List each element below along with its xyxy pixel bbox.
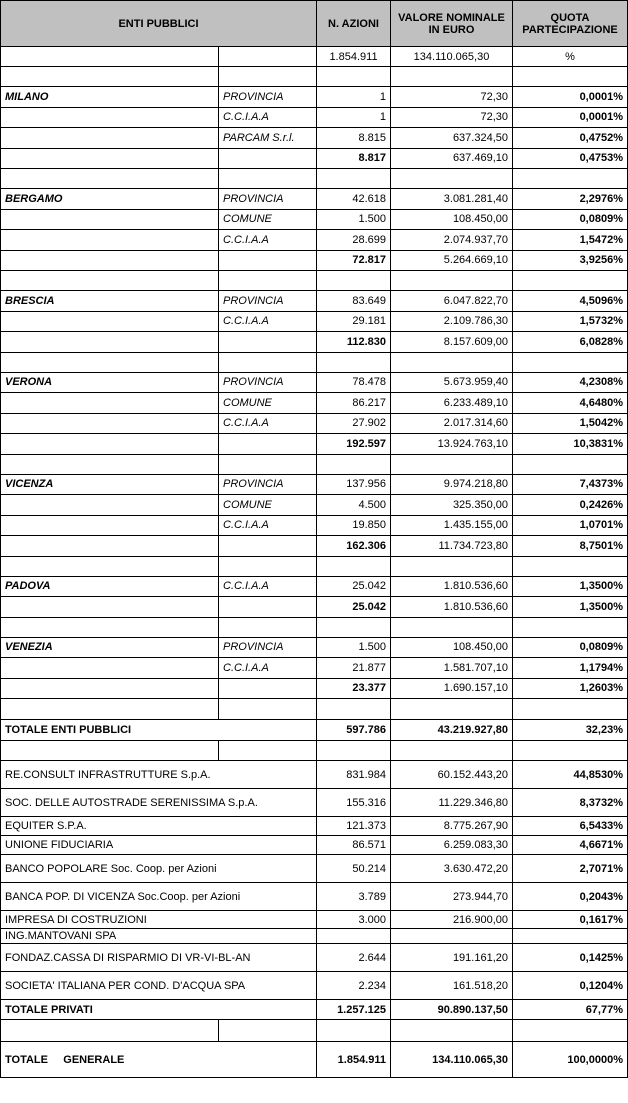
empty-cell: [317, 271, 391, 291]
empty-cell: [219, 617, 317, 637]
azioni-cell: 78.478: [317, 372, 391, 393]
privato-name: EQUITER S.P.A.: [1, 817, 317, 836]
empty-cell: [219, 741, 317, 761]
ente-cell: PARCAM S.r.l.: [219, 128, 317, 149]
ente-cell: C.C.I.A.A: [219, 515, 317, 536]
ente-cell: [219, 597, 317, 618]
totale-privati-row: [1, 1000, 628, 1020]
totale-enti-valore: 43.219.927,80: [391, 720, 513, 741]
spacer-row: [1, 67, 628, 87]
privato-quota: 2,7071%: [513, 855, 628, 883]
privato-azioni: 2.644: [317, 944, 391, 972]
privato-name: BANCO POPOLARE Soc. Coop. per Azioni: [1, 855, 317, 883]
valore-cell: 637.324,50: [391, 128, 513, 149]
empty-cell: [1, 352, 219, 372]
subtotal-row: [1, 536, 628, 557]
city-cell: BERGAMO: [1, 189, 219, 210]
totale-privati-label: TOTALE PRIVATI: [1, 1000, 317, 1020]
ente-cell: [219, 148, 317, 169]
valore-cell: 1.581.707,10: [391, 658, 513, 679]
city-cell: [1, 413, 219, 434]
ente-cell: C.C.I.A.A: [219, 230, 317, 251]
azioni-cell: 28.699: [317, 230, 391, 251]
empty-cell: [391, 454, 513, 474]
quota-cell: 1,3500%: [513, 597, 628, 618]
empty-cell: [219, 169, 317, 189]
table-body: [1, 1, 628, 1078]
empty-cell: [513, 699, 628, 720]
spacer-row: [1, 699, 628, 720]
quota-cell: 6,0828%: [513, 332, 628, 353]
quota-cell: 0,2426%: [513, 495, 628, 516]
totale-generale-valore: 134.110.065,30: [391, 1042, 513, 1078]
privato-azioni: 3.000: [317, 911, 391, 929]
table-row: [1, 495, 628, 516]
city-cell: [1, 209, 219, 230]
quota-cell: 1,2603%: [513, 678, 628, 699]
privati-row: [1, 929, 628, 944]
ente-cell: PROVINCIA: [219, 474, 317, 495]
city-cell: [1, 148, 219, 169]
table-row: [1, 413, 628, 434]
valore-cell: 5.264.669,10: [391, 250, 513, 271]
city-cell: [1, 311, 219, 332]
empty-cell: [391, 271, 513, 291]
totale-generale-label: TOTALE GENERALE: [1, 1042, 317, 1078]
subtotal-row: [1, 148, 628, 169]
quota-cell: 8,7501%: [513, 536, 628, 557]
privato-name: RE.CONSULT INFRASTRUTTURE S.p.A.: [1, 761, 317, 789]
summary-quota: %: [513, 47, 628, 67]
empty-cell: [513, 1020, 628, 1042]
empty-cell: [513, 271, 628, 291]
valore-cell: 11.734.723,80: [391, 536, 513, 557]
quota-cell: 10,3831%: [513, 434, 628, 455]
valore-cell: 108.450,00: [391, 637, 513, 658]
totale-generale-row: [1, 1042, 628, 1078]
header-azioni: N. AZIONI: [317, 1, 391, 47]
ente-cell: [219, 250, 317, 271]
spacer-row: [1, 271, 628, 291]
totale-enti-quota: 32,23%: [513, 720, 628, 741]
empty-cell: [317, 556, 391, 576]
empty-cell: [1, 454, 219, 474]
city-cell: [1, 495, 219, 516]
valore-cell: 72,30: [391, 107, 513, 128]
empty-cell: [317, 1020, 391, 1042]
header-enti: ENTI PUBBLICI: [1, 1, 317, 47]
empty-cell: [317, 454, 391, 474]
privato-azioni: [317, 929, 391, 944]
ente-cell: [219, 678, 317, 699]
valore-cell: 325.350,00: [391, 495, 513, 516]
empty-cell: [513, 352, 628, 372]
totale-generale-quota: 100,0000%: [513, 1042, 628, 1078]
ente-cell: COMUNE: [219, 495, 317, 516]
privato-valore: 8.775.267,90: [391, 817, 513, 836]
azioni-cell: 42.618: [317, 189, 391, 210]
ente-cell: COMUNE: [219, 209, 317, 230]
empty-cell: [1, 271, 219, 291]
quota-cell: 3,9256%: [513, 250, 628, 271]
totale-enti-row: [1, 720, 628, 741]
valore-cell: 3.081.281,40: [391, 189, 513, 210]
city-cell: [1, 597, 219, 618]
table-row: [1, 311, 628, 332]
header-valore: VALORE NOMINALE IN EURO: [391, 1, 513, 47]
privato-quota: 4,6671%: [513, 836, 628, 855]
subtotal-row: [1, 597, 628, 618]
privato-valore: 216.900,00: [391, 911, 513, 929]
ente-cell: PROVINCIA: [219, 87, 317, 108]
azioni-cell: 83.649: [317, 291, 391, 312]
empty-cell: [1, 1020, 219, 1042]
privato-name: SOCIETA' ITALIANA PER COND. D'ACQUA SPA: [1, 972, 317, 1000]
empty-cell: [391, 352, 513, 372]
privato-valore: 6.259.083,30: [391, 836, 513, 855]
ente-cell: C.C.I.A.A: [219, 107, 317, 128]
city-cell: [1, 107, 219, 128]
privato-valore: 11.229.346,80: [391, 789, 513, 817]
quota-cell: 0,0809%: [513, 209, 628, 230]
ente-cell: COMUNE: [219, 393, 317, 414]
empty-cell: [219, 699, 317, 720]
city-cell: PADOVA: [1, 576, 219, 597]
city-cell: VICENZA: [1, 474, 219, 495]
azioni-cell: 25.042: [317, 576, 391, 597]
empty-cell: [391, 1020, 513, 1042]
city-cell: [1, 230, 219, 251]
ente-cell: PROVINCIA: [219, 189, 317, 210]
privato-valore: 3.630.472,20: [391, 855, 513, 883]
ente-cell: C.C.I.A.A: [219, 658, 317, 679]
valore-cell: 1.435.155,00: [391, 515, 513, 536]
privati-row: [1, 944, 628, 972]
city-cell: BRESCIA: [1, 291, 219, 312]
table-row: [1, 209, 628, 230]
privato-azioni: 50.214: [317, 855, 391, 883]
empty-cell: [219, 556, 317, 576]
azioni-cell: 192.597: [317, 434, 391, 455]
empty-cell: [391, 699, 513, 720]
privato-quota: [513, 929, 628, 944]
privato-azioni: 155.316: [317, 789, 391, 817]
table-row: [1, 393, 628, 414]
city-cell: MILANO: [1, 87, 219, 108]
privati-row: [1, 911, 628, 929]
totale-privati-quota: 67,77%: [513, 1000, 628, 1020]
summary-valore: 134.110.065,30: [391, 47, 513, 67]
azioni-cell: 29.181: [317, 311, 391, 332]
quota-cell: 0,0001%: [513, 107, 628, 128]
privato-valore: [391, 929, 513, 944]
privato-quota: 8,3732%: [513, 789, 628, 817]
empty-cell: [219, 352, 317, 372]
spacer-row: [1, 169, 628, 189]
privato-azioni: 831.984: [317, 761, 391, 789]
ente-cell: C.C.I.A.A: [219, 311, 317, 332]
city-cell: [1, 332, 219, 353]
valore-cell: 8.157.609,00: [391, 332, 513, 353]
ente-cell: [219, 332, 317, 353]
azioni-cell: 72.817: [317, 250, 391, 271]
quota-cell: 0,0809%: [513, 637, 628, 658]
quota-cell: 4,6480%: [513, 393, 628, 414]
city-cell: [1, 678, 219, 699]
table-row: [1, 637, 628, 658]
privato-quota: 0,1425%: [513, 944, 628, 972]
totale-enti-azioni: 597.786: [317, 720, 391, 741]
spacer-row: [1, 617, 628, 637]
summary-azioni: 1.854.911: [317, 47, 391, 67]
quota-cell: 4,2308%: [513, 372, 628, 393]
city-cell: [1, 434, 219, 455]
privati-row: [1, 883, 628, 911]
city-cell: [1, 515, 219, 536]
spacer-row: [1, 352, 628, 372]
valore-cell: 2.074.937,70: [391, 230, 513, 251]
empty-cell: [219, 271, 317, 291]
privato-quota: 6,5433%: [513, 817, 628, 836]
spacer-row: [1, 1020, 628, 1042]
empty-cell: [1, 699, 219, 720]
valore-cell: 2.017.314,60: [391, 413, 513, 434]
empty-cell: [1, 741, 219, 761]
table-row: [1, 107, 628, 128]
empty-cell: [513, 617, 628, 637]
privati-row: [1, 855, 628, 883]
city-cell: VERONA: [1, 372, 219, 393]
privato-quota: 0,1617%: [513, 911, 628, 929]
table-row: [1, 291, 628, 312]
valore-cell: 5.673.959,40: [391, 372, 513, 393]
city-cell: [1, 250, 219, 271]
empty-cell: [1, 169, 219, 189]
header-quota: QUOTA PARTECIPAZIONE: [513, 1, 628, 47]
table-row: [1, 128, 628, 149]
azioni-cell: 27.902: [317, 413, 391, 434]
privato-quota: 44,8530%: [513, 761, 628, 789]
city-cell: [1, 536, 219, 557]
privati-row: [1, 817, 628, 836]
privato-azioni: 2.234: [317, 972, 391, 1000]
empty-cell: [1, 556, 219, 576]
privato-azioni: 3.789: [317, 883, 391, 911]
privato-valore: 60.152.443,20: [391, 761, 513, 789]
azioni-cell: 86.217: [317, 393, 391, 414]
privato-azioni: 86.571: [317, 836, 391, 855]
empty-cell: [317, 741, 391, 761]
azioni-cell: 137.956: [317, 474, 391, 495]
privati-row: [1, 972, 628, 1000]
azioni-cell: 112.830: [317, 332, 391, 353]
valore-cell: 108.450,00: [391, 209, 513, 230]
subtotal-row: [1, 678, 628, 699]
empty-cell: [513, 169, 628, 189]
table-row: [1, 515, 628, 536]
totale-generale-azioni: 1.854.911: [317, 1042, 391, 1078]
azioni-cell: 162.306: [317, 536, 391, 557]
summary-row: [1, 47, 628, 67]
spacer-row: [1, 454, 628, 474]
empty-cell: [513, 556, 628, 576]
privato-azioni: 121.373: [317, 817, 391, 836]
valore-cell: 13.924.763,10: [391, 434, 513, 455]
valore-cell: 9.974.218,80: [391, 474, 513, 495]
table-row: [1, 474, 628, 495]
city-cell: VENEZIA: [1, 637, 219, 658]
azioni-cell: 21.877: [317, 658, 391, 679]
ente-cell: [219, 434, 317, 455]
empty-cell: [513, 454, 628, 474]
empty-cell: [317, 617, 391, 637]
empty-cell: [317, 699, 391, 720]
spacer-row: [1, 741, 628, 761]
quota-cell: 1,5042%: [513, 413, 628, 434]
quota-cell: 1,3500%: [513, 576, 628, 597]
spacer-row: [1, 556, 628, 576]
table-row: [1, 372, 628, 393]
quota-cell: 0,0001%: [513, 87, 628, 108]
privato-valore: 191.161,20: [391, 944, 513, 972]
azioni-cell: 1: [317, 87, 391, 108]
privato-name: ING.MANTOVANI SPA: [1, 929, 317, 944]
privato-name: FONDAZ.CASSA DI RISPARMIO DI VR-VI-BL-AN: [1, 944, 317, 972]
subtotal-row: [1, 332, 628, 353]
valore-cell: 1.690.157,10: [391, 678, 513, 699]
table-row: [1, 189, 628, 210]
table-row: [1, 658, 628, 679]
totale-enti-label: TOTALE ENTI PUBBLICI: [1, 720, 317, 741]
empty-cell: [391, 617, 513, 637]
table-row: [1, 87, 628, 108]
empty-cell: [219, 1020, 317, 1042]
quota-cell: 2,2976%: [513, 189, 628, 210]
azioni-cell: 8.817: [317, 148, 391, 169]
city-cell: [1, 393, 219, 414]
ente-cell: PROVINCIA: [219, 291, 317, 312]
valore-cell: 72,30: [391, 87, 513, 108]
city-cell: [1, 658, 219, 679]
azioni-cell: 23.377: [317, 678, 391, 699]
subtotal-row: [1, 434, 628, 455]
azioni-cell: 1.500: [317, 209, 391, 230]
valore-cell: 1.810.536,60: [391, 597, 513, 618]
azioni-cell: 4.500: [317, 495, 391, 516]
privato-name: UNIONE FIDUCIARIA: [1, 836, 317, 855]
quota-cell: 1,5472%: [513, 230, 628, 251]
quota-cell: 1,5732%: [513, 311, 628, 332]
totale-privati-azioni: 1.257.125: [317, 1000, 391, 1020]
ente-cell: [219, 536, 317, 557]
empty-cell: [219, 454, 317, 474]
privato-valore: 273.944,70: [391, 883, 513, 911]
valore-cell: 6.047.822,70: [391, 291, 513, 312]
valore-cell: 6.233.489,10: [391, 393, 513, 414]
valore-cell: 2.109.786,30: [391, 311, 513, 332]
subtotal-row: [1, 250, 628, 271]
empty-cell: [391, 741, 513, 761]
quota-cell: 0,4753%: [513, 148, 628, 169]
azioni-cell: 8.815: [317, 128, 391, 149]
privato-name: BANCA POP. DI VICENZA Soc.Coop. per Azioni: [1, 883, 317, 911]
empty-cell: [391, 169, 513, 189]
table-row: [1, 576, 628, 597]
ente-cell: C.C.I.A.A: [219, 576, 317, 597]
quota-cell: 1,0701%: [513, 515, 628, 536]
ente-cell: C.C.I.A.A: [219, 413, 317, 434]
azioni-cell: 25.042: [317, 597, 391, 618]
empty-cell: [317, 352, 391, 372]
valore-cell: 1.810.536,60: [391, 576, 513, 597]
azioni-cell: 19.850: [317, 515, 391, 536]
privato-quota: 0,1204%: [513, 972, 628, 1000]
quota-cell: 1,1794%: [513, 658, 628, 679]
city-cell: [1, 128, 219, 149]
valore-cell: 637.469,10: [391, 148, 513, 169]
ente-cell: PROVINCIA: [219, 637, 317, 658]
empty-cell: [391, 556, 513, 576]
header-row: [1, 1, 628, 47]
empty-cell: [513, 741, 628, 761]
privati-row: [1, 789, 628, 817]
privato-name: IMPRESA DI COSTRUZIONI: [1, 911, 317, 929]
azioni-cell: 1.500: [317, 637, 391, 658]
azioni-cell: 1: [317, 107, 391, 128]
privato-valore: 161.518,20: [391, 972, 513, 1000]
empty-cell: [317, 169, 391, 189]
privato-name: SOC. DELLE AUTOSTRADE SERENISSIMA S.p.A.: [1, 789, 317, 817]
privati-row: [1, 761, 628, 789]
totale-privati-valore: 90.890.137,50: [391, 1000, 513, 1020]
quota-cell: 4,5096%: [513, 291, 628, 312]
quota-cell: 0,4752%: [513, 128, 628, 149]
privati-row: [1, 836, 628, 855]
table-row: [1, 230, 628, 251]
empty-cell: [1, 617, 219, 637]
ente-cell: PROVINCIA: [219, 372, 317, 393]
privato-quota: 0,2043%: [513, 883, 628, 911]
quota-cell: 7,4373%: [513, 474, 628, 495]
